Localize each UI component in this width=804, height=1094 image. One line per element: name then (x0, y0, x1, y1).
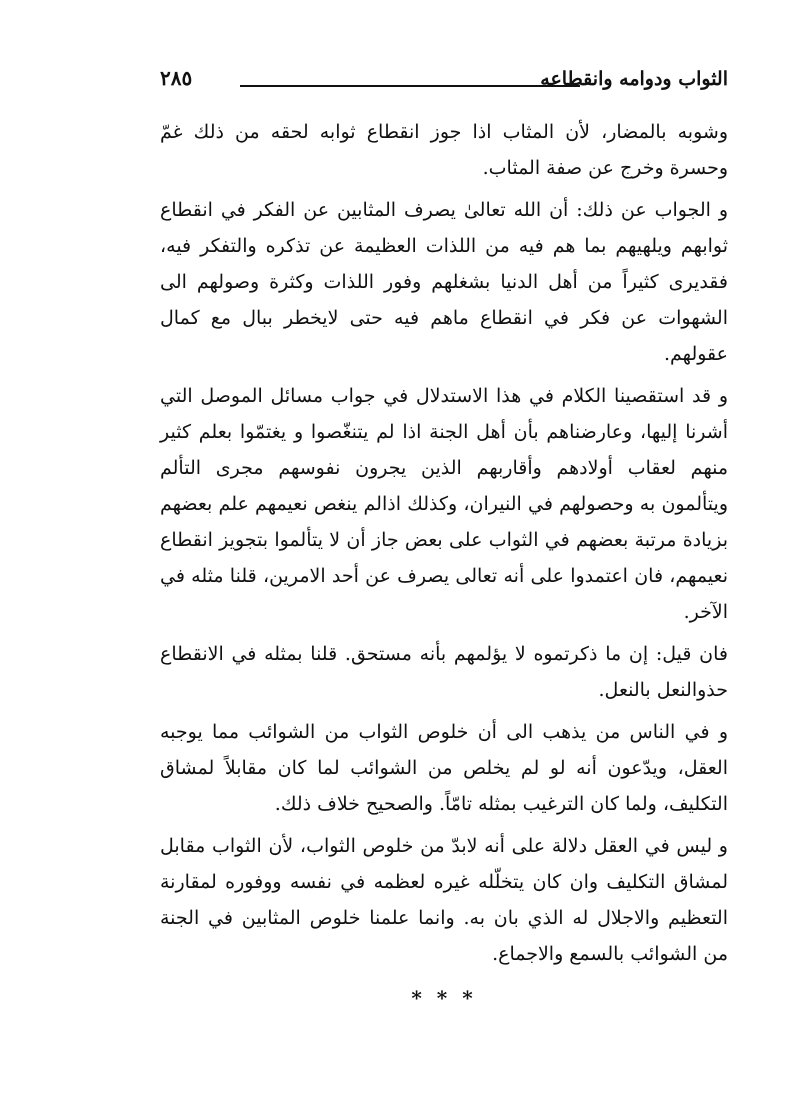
running-title: الثواب ودوامه وانقطاعه (540, 68, 728, 90)
section-separator: * * * (411, 986, 477, 1010)
paragraph: و ليس في العقل دلالة على أنه لابدّ من خلوص الثواب، لأن الثواب مقابل لمشاق التكليف وان كان يتخلّله غيره لعظمه في نفسه ووفوره لمقارنة التعظيم والاجلال له الذي بان به. وانما علمنا خلوص المثابين في الجنة من الشوائب بالسمع والاجماع. (160, 835, 728, 965)
running-header (160, 58, 728, 106)
header-rule (240, 85, 580, 87)
body-text (160, 114, 728, 972)
page-number: ٢٨٥ (160, 66, 193, 90)
paragraph: و الجواب عن ذلك: أن الله تعالىٰ يصرف المثابين عن الفكر في انقطاع ثوابهم ويلهيهم بما هم فيه من اللذات العظيمة عن تذكره والتفكر فيه، فقديرى كثيراً من أهل الدنيا بشغلهم وفور اللذات وكثرة وصولهم الى الشهوات عن فكر في انقطاع ماهم فيه حتى لايخطر ببال مع كمال عقولهم. (160, 199, 728, 365)
paragraph: فان قيل: إن ما ذكرتموه لا يؤلمهم بأنه مستحق. قلنا بمثله في الانقطاع حذوالنعل بالنعل. (160, 643, 728, 701)
paragraph: و قد استقصينا الكلام في هذا الاستدلال في جواب مسائل الموصل التي أشرنا إليها، وعارضناهم بأن أهل الجنة اذا لم يتنغّصوا و يغتمّوا بعلم كثير منهم لعقاب أولادهم وأقاربهم الذين يجرون نفوسهم مجرى التألم ويتألمون به وحصولهم في النيران، وكذلك اذالم ينغص نعيمهم علم بعضهم بزيادة مرتبة بعضهم في الثواب على بعض جاز أن لا يتألموا بتجويز انقطاع نعيمهم، فان اعتمدوا على أنه تعالى يصرف عن أحد الامرين، قلنا مثله في الآخر. (160, 385, 728, 623)
paragraph: و في الناس من يذهب الى أن خلوص الثواب من الشوائب مما يوجبه العقل، ويدّعون أنه لو لم يخلص من الشوائب لما كان مقابلاً لمشاق التكليف، ولما كان الترغيب بمثله تامّاً. والصحيح خلاف ذلك. (160, 721, 728, 815)
paragraph: وشوبه بالمضار، لأن المثاب اذا جوز انقطاع ثوابه لحقه من ذلك غمّ وحسرة وخرج عن صفة المثاب. (160, 121, 728, 179)
